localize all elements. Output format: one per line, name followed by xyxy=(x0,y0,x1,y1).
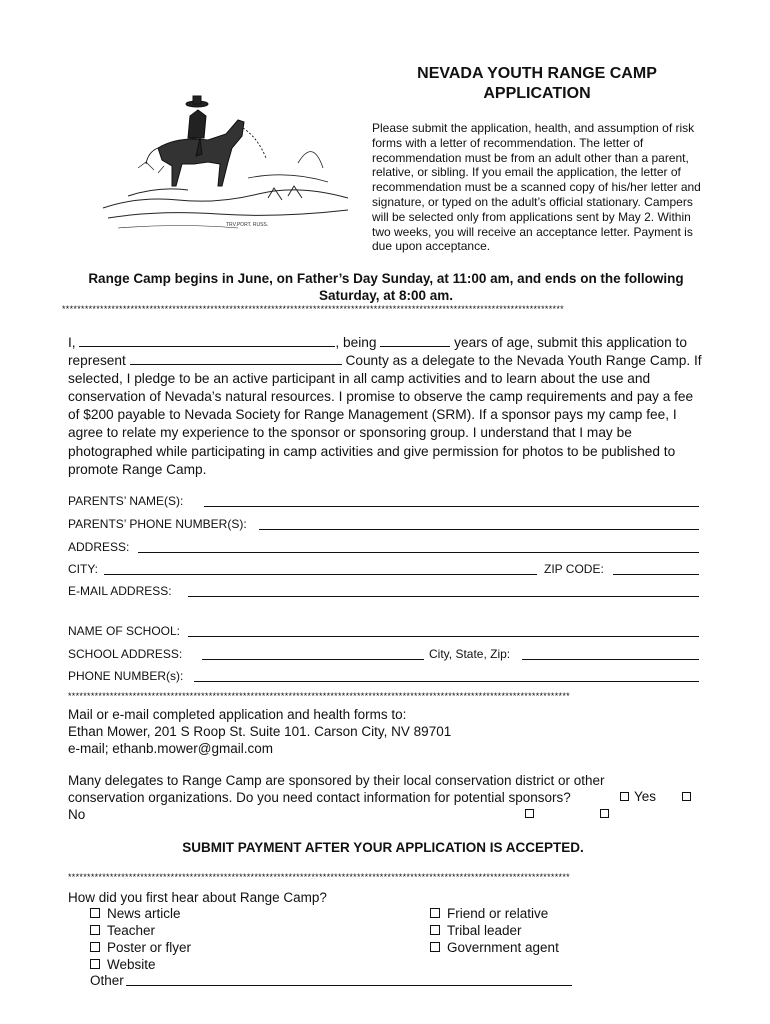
sponsor-checkbox-extra-1[interactable] xyxy=(525,809,534,818)
pledge-text-3: years of age, submit this application to represent xyxy=(68,335,687,369)
phone-field xyxy=(68,668,700,686)
option-label: Tribal leader xyxy=(447,923,522,938)
separator-line-3: ************************************************************************************************************************************ xyxy=(68,872,570,882)
mailing-email: e-mail; ethanb.mower@gmail.com xyxy=(68,741,274,756)
mailing-instructions xyxy=(68,706,708,757)
city-state-zip-input[interactable] xyxy=(522,659,699,660)
parents-phone-label: PARENTS’ PHONE NUMBER(S): xyxy=(68,517,247,531)
age-blank[interactable] xyxy=(380,334,450,347)
school-name-input[interactable] xyxy=(188,636,699,637)
county-blank[interactable] xyxy=(130,352,342,365)
address-input[interactable] xyxy=(138,552,699,553)
city-zip-field xyxy=(68,561,700,579)
pledge-paragraph xyxy=(68,334,708,479)
sponsor-no-checkbox[interactable] xyxy=(682,792,691,801)
option-tribal-leader[interactable] xyxy=(430,922,522,939)
sponsor-checkbox-extra-2[interactable] xyxy=(600,809,609,818)
city-label: CITY: xyxy=(68,562,99,576)
checkbox-icon[interactable] xyxy=(90,908,100,918)
zip-input[interactable] xyxy=(613,574,699,575)
option-label: Poster or flyer xyxy=(107,940,192,955)
email-label: E-MAIL ADDRESS: xyxy=(68,584,172,598)
cowboy-illustration xyxy=(98,78,358,238)
option-label: Website xyxy=(107,957,156,972)
title-line-2: APPLICATION xyxy=(483,85,591,102)
school-name-label: NAME OF SCHOOL: xyxy=(68,624,181,638)
other-label: Other xyxy=(90,973,124,988)
submit-payment-notice: SUBMIT PAYMENT AFTER YOUR APPLICATION IS ACCEPTED. xyxy=(182,840,584,855)
separator-line-1: ************************************************************************************************************************************ xyxy=(62,304,564,314)
city-input[interactable] xyxy=(104,574,537,575)
parents-name-input[interactable] xyxy=(204,506,699,507)
parents-phone-field xyxy=(68,516,700,534)
parents-phone-input[interactable] xyxy=(259,529,699,530)
option-poster[interactable] xyxy=(90,939,191,956)
option-label: Government agent xyxy=(447,940,559,955)
checkbox-icon[interactable] xyxy=(430,942,440,952)
camp-dates: Range Camp begins in June, on Father’s Day Sunday, at 11:00 am, and ends on the following Saturday, at 8:00 am. xyxy=(88,271,684,303)
school-address-label: SCHOOL ADDRESS: xyxy=(68,647,183,661)
pledge-text-4: County as a delegate to the Nevada Youth Range Camp. If selected, I pledge to be an active participant in all camp activities and to learn about the use and conservation of Nevada’s natural resources. I promise to observe the camp requirements and pay a fee of $200 payable to Nevada Society for Range Management (SRM). If a sponsor pays my camp fee, I agree to relate my experience to the sponsor or sponsoring group. I understand that I may be photographed while participating in camp activities and give permission for photos to be published to promote Range Camp. xyxy=(68,353,702,477)
zip-label: ZIP CODE: xyxy=(544,562,604,576)
school-address-field xyxy=(68,646,700,664)
address-label: ADDRESS: xyxy=(68,540,130,554)
sponsor-yes-checkbox[interactable] xyxy=(620,792,629,801)
mailing-line-1: Mail or e-mail completed application and health forms to: xyxy=(68,707,407,722)
sponsor-line-2: conservation organizations. Do you need contact information for potential sponsors? xyxy=(68,790,571,805)
hear-about-question: How did you first hear about Range Camp? xyxy=(68,890,327,905)
phone-label: PHONE NUMBER(s): xyxy=(68,669,184,683)
title-line-1: NEVADA YOUTH RANGE CAMP xyxy=(417,65,657,82)
checkbox-icon[interactable] xyxy=(90,925,100,935)
city-state-zip-label: City, State, Zip: xyxy=(429,647,511,661)
separator-line-2: ************************************************************************************************************************************ xyxy=(68,691,570,701)
checkbox-icon[interactable] xyxy=(430,908,440,918)
mailing-address: Ethan Mower, 201 S Roop St. Suite 101. Carson City, NV 89701 xyxy=(68,724,452,739)
form-title xyxy=(372,64,702,104)
checkbox-icon[interactable] xyxy=(430,925,440,935)
other-input[interactable] xyxy=(126,985,572,986)
checkbox-icon[interactable] xyxy=(90,942,100,952)
option-government-agent[interactable] xyxy=(430,939,559,956)
instructions-text: Please submit the application, health, and assumption of risk forms with a letter of recommendation. The letter of recommendation must be from an adult other than a parent, relative, or sibling. If you email the application, the letter of recommendation must be a scanned copy of his/her letter and signature, or typed on the adult’s official stationary. Campers will be selected only from applications sent by May 2. Within two weeks, you will receive an acceptance letter. Payment is due upon acceptance. xyxy=(372,121,701,254)
parents-name-label: PARENTS’ NAME(S): xyxy=(68,494,184,508)
phone-input[interactable] xyxy=(194,681,699,682)
sponsor-question xyxy=(68,772,708,823)
sponsor-yes-label: Yes xyxy=(634,789,657,804)
option-website[interactable] xyxy=(90,956,156,973)
option-label: Friend or relative xyxy=(447,906,549,921)
name-blank[interactable] xyxy=(79,334,335,347)
sponsor-no-label: No xyxy=(68,807,86,822)
school-address-input[interactable] xyxy=(202,659,424,660)
option-friend[interactable] xyxy=(430,905,548,922)
pledge-text-2: , being xyxy=(335,335,377,350)
school-name-field xyxy=(68,623,700,641)
illustration-signature: TRV.PORT. RUSS. xyxy=(226,222,269,228)
parents-name-field xyxy=(68,493,700,511)
option-teacher[interactable] xyxy=(90,922,155,939)
option-label: Teacher xyxy=(107,923,156,938)
option-news-article[interactable] xyxy=(90,905,181,922)
checkbox-icon[interactable] xyxy=(90,959,100,969)
option-other xyxy=(90,972,124,989)
email-input[interactable] xyxy=(188,596,699,597)
option-label: News article xyxy=(107,906,181,921)
pledge-text-1: I, xyxy=(68,335,76,350)
address-field xyxy=(68,539,700,557)
sponsor-line-1: Many delegates to Range Camp are sponsored by their local conservation district or other xyxy=(68,773,605,788)
email-field xyxy=(68,583,700,601)
